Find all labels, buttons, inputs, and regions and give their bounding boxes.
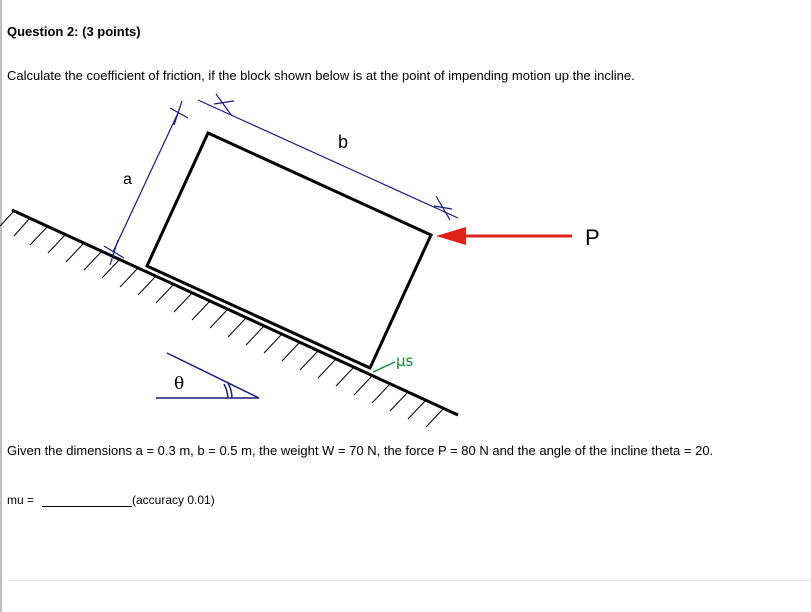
answer-row: [7, 492, 215, 507]
angle-theta-triangle: [156, 353, 259, 398]
label-theta: θ: [174, 374, 185, 394]
answer-label: mu =: [7, 493, 35, 507]
block: [147, 133, 431, 368]
divider: [7, 580, 811, 581]
incline-figure: [0, 90, 811, 435]
label-p: P: [585, 225, 600, 250]
accuracy-note: (accuracy 0.01): [132, 493, 215, 507]
friction-indicator: [373, 362, 395, 372]
given-values: Given the dimensions a = 0.3 m, b = 0.5 m, the weight W = 70 N, the force P = 80 N and the angle of the incline theta = 20.: [7, 443, 714, 458]
label-a: a: [123, 171, 132, 188]
question-title: Question 2: (3 points): [7, 24, 141, 39]
label-mu: μs: [396, 352, 414, 370]
label-b: b: [338, 132, 349, 152]
force-p-arrowhead: [436, 227, 466, 245]
question-prompt: Calculate the coefficient of friction, if the block shown below is at the point of impending motion up the incline.: [7, 68, 635, 83]
mu-answer-input[interactable]: [42, 492, 132, 507]
